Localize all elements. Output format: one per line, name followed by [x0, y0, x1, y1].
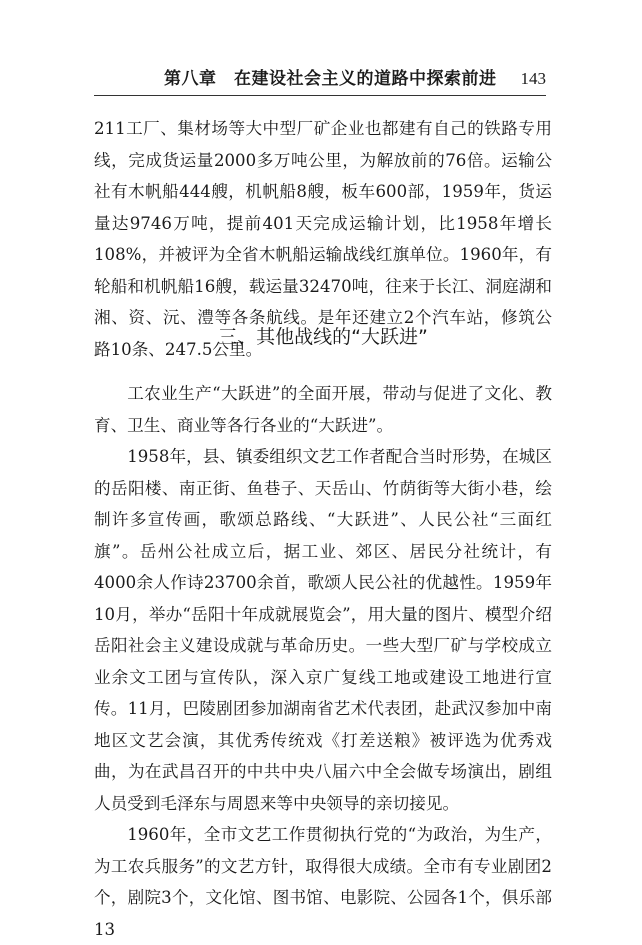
section-body [94, 378, 552, 945]
paragraph-2: 1958年，县、镇委组织文艺工作者配合当时形势，在城区的岳阳楼、南正街、鱼巷子、天岳山、竹荫街等大街小巷，绘制许多宣传画，歌颂总路线、“大跃进”、人民公社“三面红旗”。岳州公社成立后，据工业、郊区、居民分社统计，有4000余人作诗23700余首，歌颂人民公社的优越性。1959年10月，举办“岳阳十年成就展览会”，用大量的图片、模型介绍岳阳社会主义建设成就与革命历史。一些大型厂矿与学校成立业余文工团与宣传队，深入京广复线工地或建设工地进行宣传。11月，巴陵剧团参加湖南省艺术代表团，赴武汉参加中南地区文艺会演，其优秀传统戏《打差送粮》被评选为优秀戏曲，为在武昌召开的中共中央八届六中全会做专场演出，剧组人员受到毛泽东与周恩来等中央领导的亲切接见。 [94, 447, 552, 813]
page-number: 143 [520, 69, 546, 88]
chapter-title: 第八章 在建设社会主义的道路中探索前进 [164, 69, 497, 89]
section-heading: 三、其他战线的“大跃进” [218, 326, 428, 348]
continuation-paragraph: 211工厂、集材场等大中型厂矿企业也都建有自己的铁路专用线，完成货运量2000多万吨公里，为解放前的76倍。运输公社有木帆船444艘，机帆船8艘，板车600部，1959年，货运量达9746万吨，提前401天完成运输计划，比1958年增长108%，并被评为全省木帆船运输战线红旗单位。1960年，有轮船和机帆船16艘，载运量32470吨，往来于长江、洞庭湖和湘、资、沅、澧等各条航线。是年还建立2个汽车站，修筑公路10条、247.5公里。 [94, 119, 552, 359]
paragraph-3: 1960年，全市文艺工作贯彻执行党的“为政治，为生产，为工农兵服务”的文艺方针，取得很大成绩。全市有专业剧团2个，剧院3个，文化馆、图书馆、电影院、公园各1个，俱乐部13 [94, 825, 552, 939]
paragraph-1: 工农业生产“大跃进”的全面开展，带动与促进了文化、教育、卫生、商业等各行各业的“大跃进”。 [94, 384, 552, 435]
running-header [94, 66, 546, 96]
